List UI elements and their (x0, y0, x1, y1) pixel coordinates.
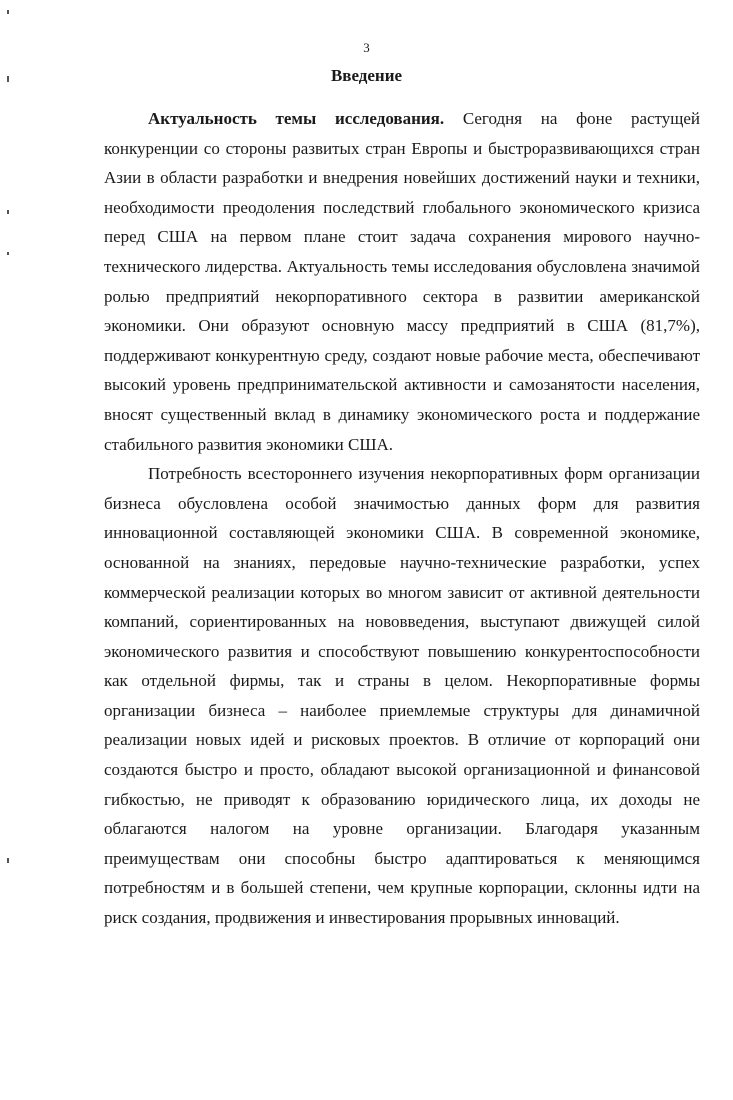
scan-margin-mark (7, 252, 9, 255)
paragraph-lead: Актуальность темы исследования. (148, 109, 445, 128)
paragraph-text: Потребность всестороннего изучения некорпоративных форм организации бизнеса обусловлена особой значимостью данных форм для развития инновационной составляющей экономики США. В современной экономике, основанной на знаниях, передовые научно-технические разработки, успех коммерческой реализации которых во многом зависит от активной деятельности компаний, сориентированных на нововведения, выступают движущей силой экономического развития и способствуют повышению конкурентоспособности как отдельной фирмы, так и страны в целом. Некорпоративные формы организации бизнеса – наиболее приемлемые структуры для динамичной реализации новых идей и рисковых проектов. В отличие от корпораций они создаются быстро и просто, обладают высокой организационной и финансовой гибкостью, не приводят к образованию юридического лица, их доходы не облагаются налогом на уровне организации. Благодаря указанным преимуществам они способны быстро адаптироваться к меняющимся потребностям и в большей степени, чем крупные корпорации, склонны идти на риск создания, продвижения и инвестирования прорывных инноваций. (104, 464, 700, 928)
page-number: 3 (363, 40, 370, 55)
scan-margin-mark (7, 210, 9, 214)
paragraph-relevance (104, 104, 700, 459)
scan-margin-mark (7, 10, 9, 14)
body-text (104, 104, 700, 933)
section-heading: Введение (330, 66, 403, 85)
paragraph-text: Сегодня на фоне растущей конкуренции со стороны развитых стран Европы и быстроразвивающихся стран Азии в области разработки и внедрения новейших достижений науки и техники, необходимости преодоления последствий глобального экономического кризиса перед США на первом плане стоит задача сохранения мирового научно-технического лидерства. Актуальность темы исследования обусловлена значимой ролью предприятий некорпоративного сектора в развитии американской экономики. Они образуют основную массу предприятий в США (81,7%), поддерживают конкурентную среду, создают новые рабочие места, обеспечивают высокий уровень предпринимательской активности и самозанятости населения, вносят существенный вклад в динамику экономического роста и поддержание стабильного развития экономики США. (104, 109, 700, 454)
scan-margin-mark (7, 858, 9, 863)
paragraph-need (104, 459, 700, 933)
